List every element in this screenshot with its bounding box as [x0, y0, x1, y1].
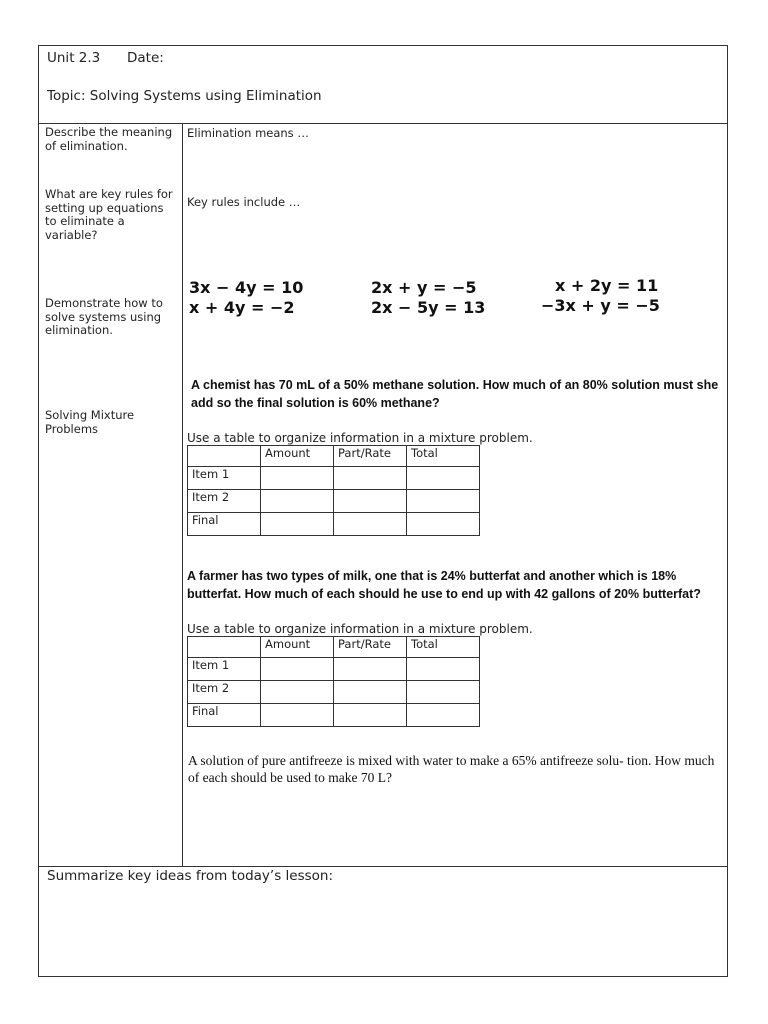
note-sheet: [38, 45, 728, 977]
system-1-eq2: x + 4y = −2: [189, 298, 295, 317]
farmer-problem: A farmer has two types of milk, one that is 24% butterfat and another which is 18% butterfat. How much of each should he use to end up with 42 gallons of 20% butterfat?: [187, 569, 701, 601]
table-header-cell: Part/Rate: [334, 637, 407, 658]
table-cell[interactable]: [407, 490, 480, 513]
table-row-label: Item 2: [188, 681, 261, 704]
header-divider: [39, 123, 727, 124]
topic-title: Topic: Solving Systems using Elimination: [47, 88, 322, 104]
table-cell[interactable]: [261, 658, 334, 681]
table-header-cell: Total: [407, 637, 480, 658]
table-cell[interactable]: [334, 513, 407, 536]
table-cell[interactable]: [334, 467, 407, 490]
table-cell[interactable]: [334, 704, 407, 727]
table-row-label: Final: [188, 704, 261, 727]
system-2: [371, 278, 485, 318]
table-header-cell: [188, 446, 261, 467]
table-cell[interactable]: [407, 658, 480, 681]
system-1-eq1: 3x − 4y = 10: [189, 278, 304, 297]
table-header-cell: Amount: [261, 446, 334, 467]
summary-divider: [39, 866, 727, 867]
table-cell[interactable]: [261, 513, 334, 536]
table-cell[interactable]: [407, 681, 480, 704]
table-row-label: Item 2: [188, 490, 261, 513]
system-2-eq1: 2x + y = −5: [371, 278, 477, 297]
table-header-cell: [188, 637, 261, 658]
table-cell[interactable]: [407, 704, 480, 727]
table-header-cell: Total: [407, 446, 480, 467]
mixture-prompt: Solving Mixture Problems: [45, 408, 135, 436]
table-cell[interactable]: [407, 513, 480, 536]
table-cell[interactable]: [334, 490, 407, 513]
meaning-starter: Elimination means …: [187, 126, 309, 140]
table-cell[interactable]: [334, 658, 407, 681]
table-header-cell: Amount: [261, 637, 334, 658]
date-label: Date:: [127, 50, 164, 66]
chemist-problem: A chemist has 70 mL of a 50% methane solution. How much of an 80% solution must she add so the final solution is 60% methane?: [191, 378, 719, 410]
rules-starter: Key rules include …: [187, 195, 301, 209]
table-cell[interactable]: [334, 681, 407, 704]
system-3: [541, 276, 660, 316]
table-cell[interactable]: [261, 467, 334, 490]
meaning-prompt: Describe the meaning of elimination.: [45, 125, 173, 153]
mixture-table-2: [187, 636, 480, 727]
demo-prompt: Demonstrate how to solve systems using elimination.: [45, 296, 163, 337]
table-row-label: Item 1: [188, 658, 261, 681]
rules-prompt: What are key rules for setting up equations to eliminate a variable?: [45, 187, 173, 242]
summary-prompt: Summarize key ideas from today’s lesson:: [47, 868, 334, 884]
table-cell[interactable]: [261, 490, 334, 513]
table-cell[interactable]: [261, 681, 334, 704]
table-row-label: Item 1: [188, 467, 261, 490]
column-divider: [182, 123, 183, 866]
table-header-cell: Part/Rate: [334, 446, 407, 467]
antifreeze-problem: A solution of pure antifreeze is mixed with water to make a 65% antifreeze solu- tion. How much of each should be used to make 70 L?: [188, 753, 715, 785]
unit-label: Unit 2.3: [47, 50, 101, 66]
table-caption-1: Use a table to organize information in a mixture problem.: [187, 431, 533, 445]
table-cell[interactable]: [407, 467, 480, 490]
system-1: [189, 278, 303, 318]
system-3-eq1: x + 2y = 11: [555, 276, 659, 295]
mixture-table-1: [187, 445, 480, 536]
table-cell[interactable]: [261, 704, 334, 727]
table-caption-2: Use a table to organize information in a mixture problem.: [187, 622, 533, 636]
system-3-eq2: −3x + y = −5: [541, 296, 660, 315]
system-2-eq2: 2x − 5y = 13: [371, 298, 486, 317]
table-row-label: Final: [188, 513, 261, 536]
